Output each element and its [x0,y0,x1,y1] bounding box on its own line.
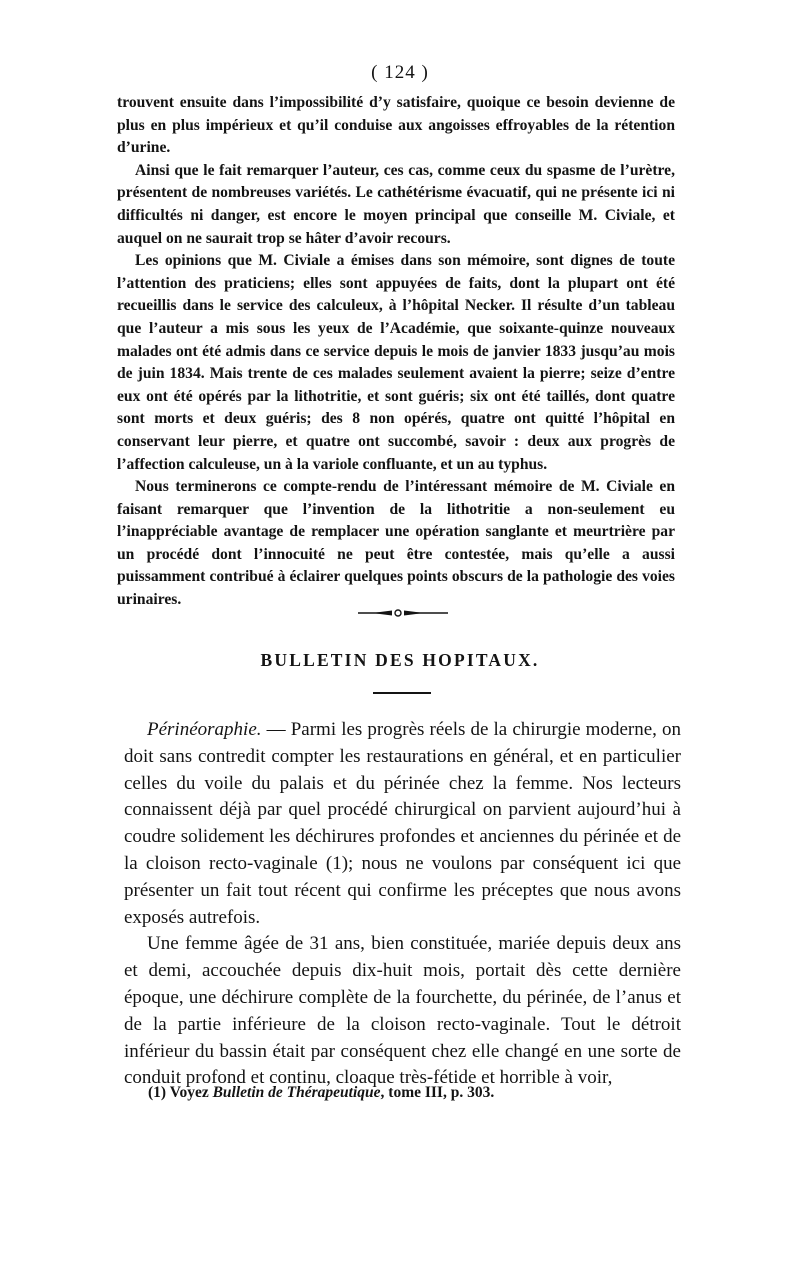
footnote-text: Voyez [169,1084,209,1101]
paragraph [124,717,681,931]
footnote [148,1082,678,1104]
section-heading: BULLETIN DES HOPITAUX. [260,650,540,670]
paragraph: Nous terminerons ce compte-rendu de l’intéressant mémoire de M. Civiale en faisant remarquer que l’invention de la lithotritie a non-seulement eu l’inappréciable avantage de remplacer une opération sanglante et meurtrière par un procédé dont l’innocuité ne peut être contestée, mais qu’elle a aussi puissamment contribué à éclairer quelques points obscurs de la pathologie des voies urinaires. [117,478,675,609]
previous-article-text [117,92,675,612]
paragraph: Une femme âgée de 31 ans, bien constituée, mariée depuis deux ans et demi, accouchée depuis dix-huit mois, portait dès cette dernière époque, une déchirure complète de la fourchette, du périnée, de l’anus et de la partie inférieure de la cloison recto-vaginale. Tout le détroit inférieur du bassin était par conséquent chez elle changé en une sorte de conduit profond et continu, cloaque très-fétide et horrible à voir, [124,933,681,1089]
paragraph-body: — Parmi les progrès réels de la chirurgie moderne, on doit sans contredit compter les restaurations en général, et en particulier celles du voile du palais et du périnée chez la femme. Nos lecteurs connaissent déjà par quel procédé chirurgical on parvient aujourd’hui à coudre solidement les déchirures profondes et anciennes du périnée et de la cloison recto-vaginale (1); nous ne voulons par conséquent ici que présenter un fait tout récent qui confirme les préceptes que nous avons exposés autrefois. [124,719,681,928]
heading-rule [373,692,431,694]
bulletin-article-text [124,717,681,1092]
paragraph: trouvent ensuite dans l’impossibilité d’y satisfaire, quoique ce besoin devienne de plus en plus impérieux et qu’il conduise aux angoisses effroyables de la rétention d’urine. [117,94,675,157]
divider-ornament [358,606,448,620]
paragraph: Les opinions que M. Civiale a émises dans son mémoire, sont dignes de toute l’attention des praticiens; elles sont appuyées de faits, dont la plupart ont été recueillis dans le service des calculeux, à l’hôpital Necker. Il résulte d’un tableau que l’auteur a mis sous les yeux de l’Académie, que soixante-quinze nouveaux malades ont été admis dans ce service depuis le mois de janvier 1833 jusqu’au mois de juin 1834. Mais trente de ces malades seulement avaient la pierre; seize d’entre eux ont été opérés par la lithotritie, et sont guéris; six ont été taillés, dont quatre sont morts et deux guéris; des 8 non opérés, quatre ont quitté l’hôpital en conservant leur pierre, et quatre ont succombé, savoir : deux aux progrès de l’affection calculeuse, un à la variole confluante, et un au typhus. [117,252,675,473]
footnote-journal-title: Bulletin de Thérapeutique [212,1084,381,1101]
article-lead-title: Périnéoraphie. [147,719,262,740]
footnote-reference: , tome III, p. 303. [380,1084,495,1101]
page-number: ( 124 ) [371,62,429,83]
footnote-marker: (1) [148,1084,167,1101]
paragraph: Ainsi que le fait remarquer l’auteur, ces cas, comme ceux du spasme de l’urètre, présentent de nombreuses variétés. Le cathétérisme évacuatif, qui ne présente ici ni difficultés ni danger, est encore le moyen principal que conseille M. Civiale, et auquel on ne saurait trop se hâter d’avoir recours. [117,161,675,247]
